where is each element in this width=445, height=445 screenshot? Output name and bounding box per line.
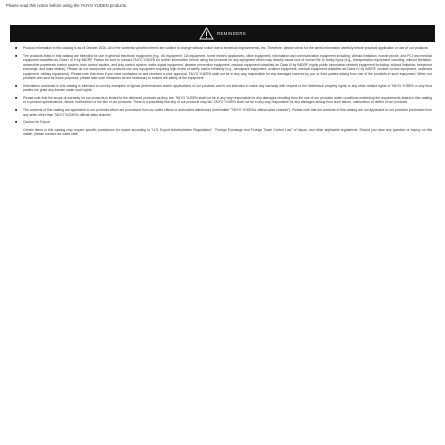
warning-triangle-icon xyxy=(199,27,214,40)
bullet-icon: ■ xyxy=(15,95,18,100)
item-text: The products listed in this catalog are intended for use in general electronic equipment (e.g., AV equipment, OA equipment, home electric appliances, office equipment, information and communication equipment including, without limitation, mobile phone, and PC) and medical equipment classified as Class I or II by IMDRF. Please be sure to contact TAIYO YUDEN for further information before using the products for any equipment which may directly cause loss of human life or bodily injury (e.g., transportation equipment including, without limitation, automotive powertrain control system, train control system, and ship control system, traffic signal equipment, disaster prevention equipment, medical equipment classified as Class III by IMDRF, highly public information network equipment including, without limitation, telephone exchange, and base station). Please do not incorporate our products into any equipment requiring high levels of safety and/or reliability (e.g., aerospace equipment, aviation equipment, medical equipment classified as Class IV by IMDRF, nuclear control equipment, undersea equipment, military equipment). Please note that even if you have contacted us and received a prior approval, TAIYO YUDEN shall not be in any way responsible for any damages incurred by you or third parties arising from use of the products in such equipment. When our products are used for those purposes, please take such measures as are necessary to ensure the safety of the equipment. xyxy=(23,53,432,81)
notice-header: Please read this notice before using the TAIYO YUDEN products. xyxy=(6,3,128,8)
list-item xyxy=(14,96,432,105)
list-item xyxy=(14,120,432,125)
banner-title: REMINDERS xyxy=(216,31,247,36)
reminders-list xyxy=(14,46,432,140)
bullet-icon: ■ xyxy=(15,46,18,50)
bullet-icon: ■ xyxy=(15,83,18,88)
list-item xyxy=(14,46,432,51)
bullet-icon: ■ xyxy=(15,53,18,58)
list-item xyxy=(14,128,432,137)
item-text: Certain items in this catalog may require specific procedures for export according to "U.S. Export Administration Regulations", "Foreign Exchange and Foreign Trade Control Law" of Japan, and other applicable regulations. Should you have any question or inquiry on this matter, please contact our sales staff. xyxy=(23,127,432,137)
item-text: Please note that the scope of warranty for our products is limited to the delivered products as they are. TAIYO YUDEN shall not be in any way responsible for any damages resulting from the use of our products under conditions exceeding the requirements stated in this catalog or in product specifications, failure, malfunction or the like of our products. There is a possibility that any of our products may fail. TAIYO YUDEN shall not be in any way responsible for any damages arising from such failure, malfunction or defect of our products. xyxy=(23,95,432,105)
item-heading: Caution for Export xyxy=(23,120,50,125)
item-text: Product information in this catalog is as of October 2016. All of the contents specified herein are subject to change without notice due to technical improvements, etc. Therefore, please check for the latest information carefully before practical application or use of our products. xyxy=(23,46,429,50)
list-item xyxy=(14,84,432,93)
item-text: Information contained in this catalog is intended to convey examples of typical performances and/or applications of our products and is not intended to make any warranty with respect to the intellectual property rights or any other related rights of TAIYO YUDEN or any third parties nor grant any license under such rights. xyxy=(23,83,432,93)
bullet-icon: ■ xyxy=(15,120,18,125)
bullet-icon: ■ xyxy=(15,108,18,113)
list-item xyxy=(14,54,432,81)
reminders-banner xyxy=(10,25,435,42)
item-text: The contents of this catalog are applicable to our products which are purchased from our sales offices or authorized distributors (hereinafter "TAIYO YUDEN's official sales channel"). Please note that the contents of this catalog are not applicable to our products purchased from any seller other than TAIYO YUDEN's official sales channel. xyxy=(23,108,432,117)
list-item xyxy=(14,108,432,117)
